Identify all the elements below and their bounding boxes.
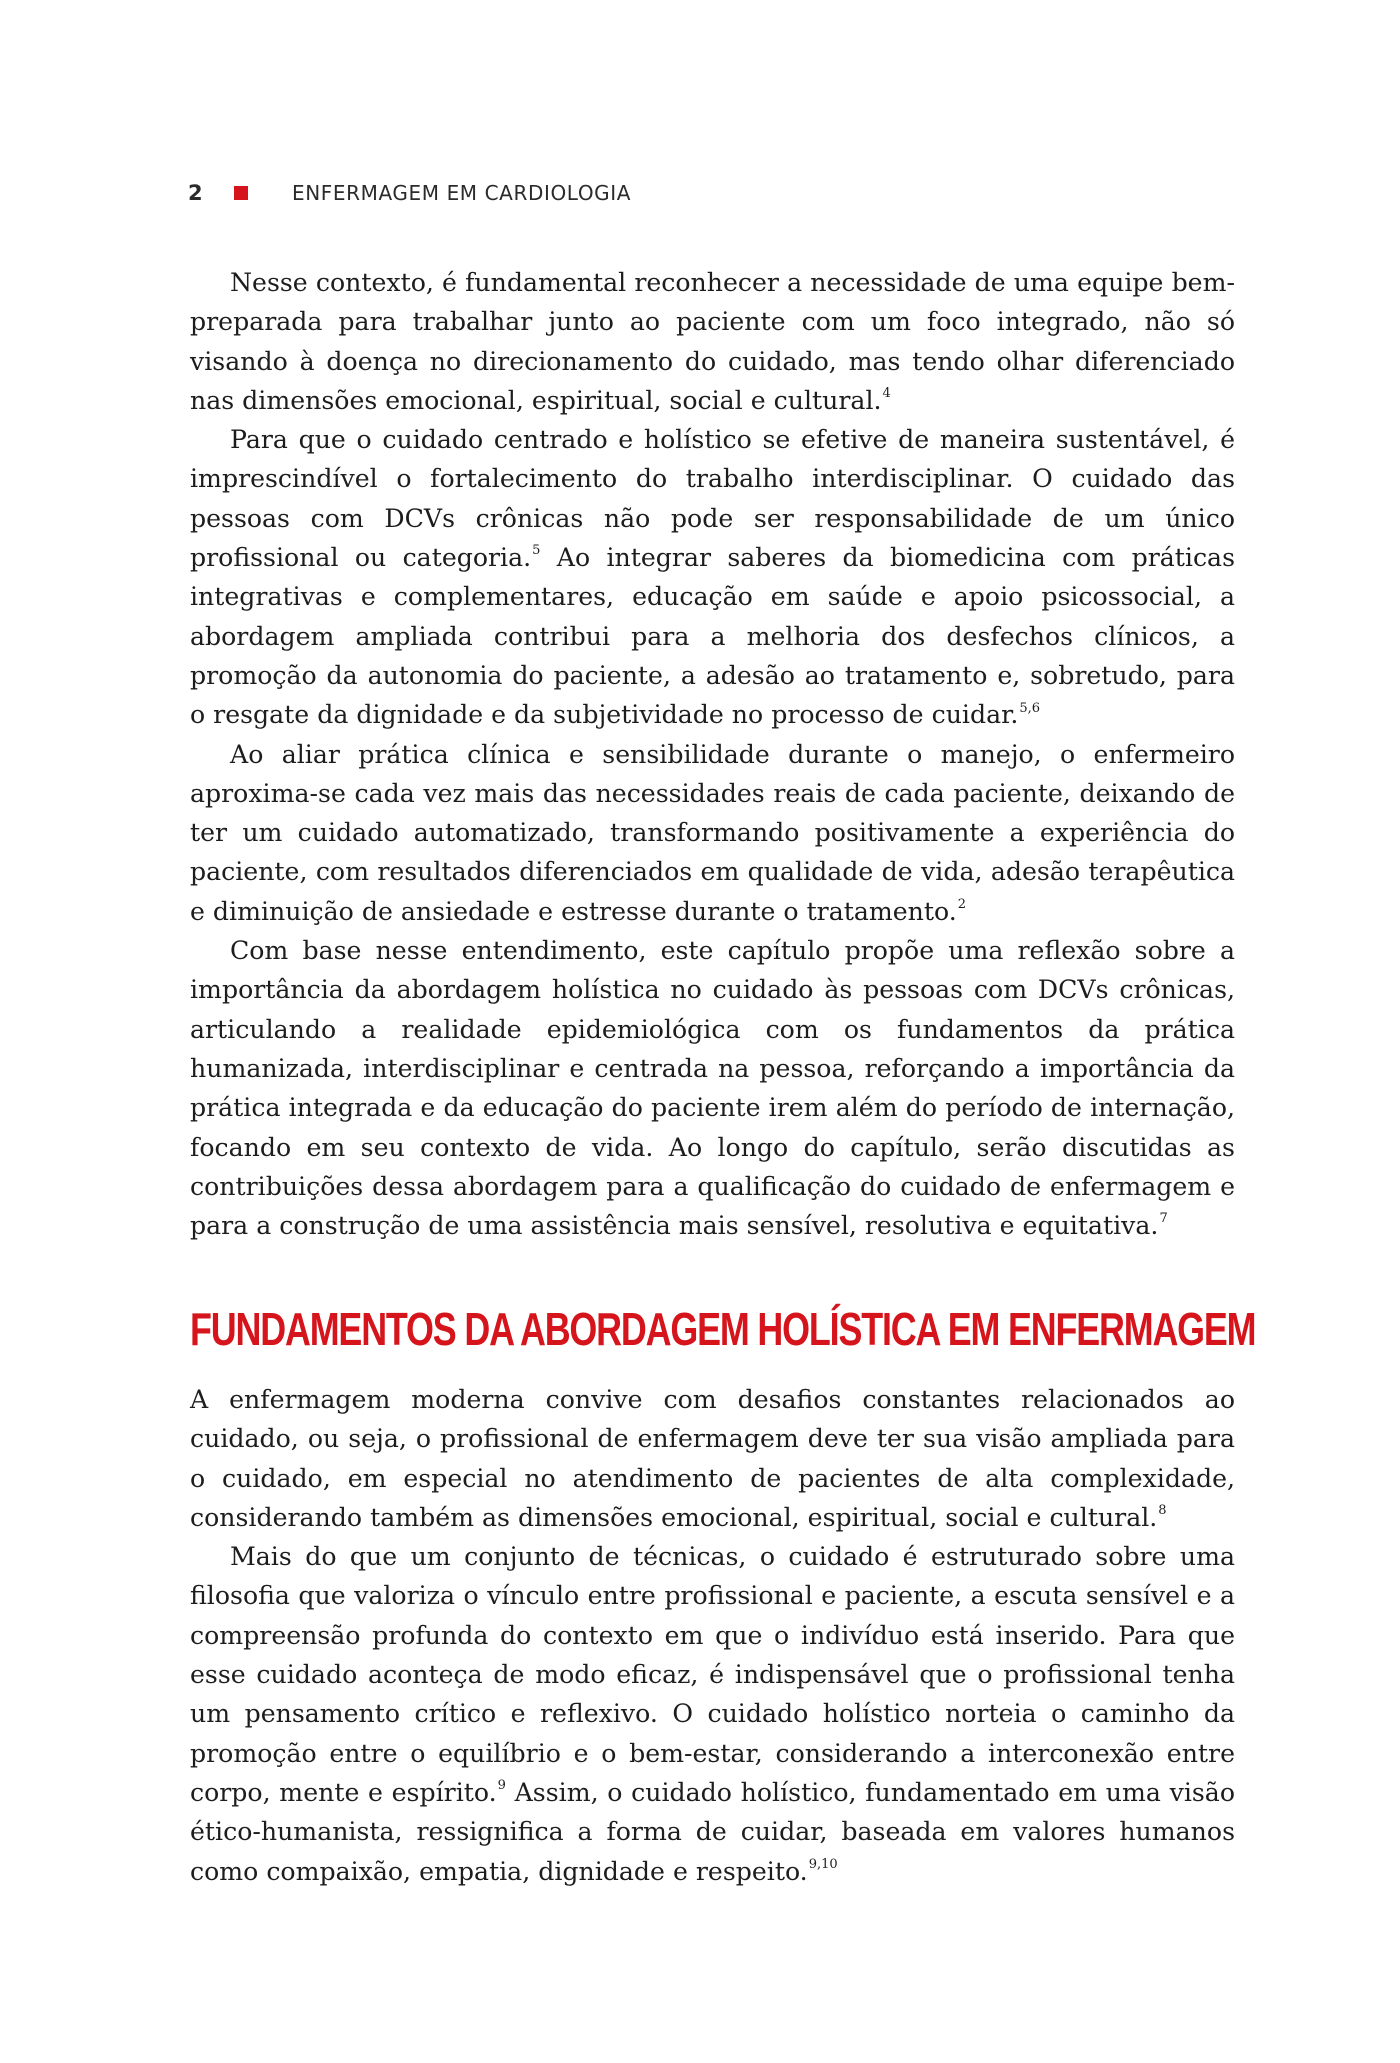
page-number: 2 — [188, 181, 203, 205]
reference-marker: 8 — [1158, 1503, 1167, 1519]
paragraph: Nesse contexto, é fundamental reconhecer a necessidade de uma equipe bem-preparada para trabalhar junto ao paciente com um foco integrado, não só visando à doença no direcionamento do cuidado, mas tendo olhar diferenciado nas dimensões emocional, espiritual, social e cultural.$^4$ — [190, 268, 1235, 415]
paragraph: A enfermagem moderna convive com desafios constantes relacionados ao cuidado, ou seja, o profissional de enfermagem deve ter sua visão ampliada para o cuidado, em especial no atendimento de pacientes de alta complexidade, considerando também as dimensões emocional, espiritual, social e cultural.$^8$ — [190, 1385, 1235, 1532]
section-1-body — [190, 263, 1235, 1245]
section-2-body — [190, 1380, 1235, 1891]
paragraph: Ao aliar prática clínica e sensibilidade durante o manejo, o enfermeiro aproxima-se cada vez mais das necessidades reais de cada paciente, deixando de ter um cuidado automatizado, transformando positivamente a experiência do paciente, com resultados diferenciados em qualidade de vida, adesão terapêutica e diminuição de ansiedade e estresse durante o tratamento.$^2$ — [190, 739, 1235, 926]
running-header-title: ENFERMAGEM EM CARDIOLOGIA — [292, 181, 632, 205]
paragraph: Mais do que um conjunto de técnicas, o cuidado é estruturado sobre uma filosofia que valoriza o vínculo entre profissional e paciente, a escuta sensível e a compreensão profunda do contexto em que o indivíduo está inserido. Para que esse cuidado aconteça de modo eficaz, é indispensável que o profissional tenha um pensamento crítico e reflexivo. O cuidado holístico norteia o caminho da promoção entre o equilíbrio e o bem-estar, considerando a interconexão entre corpo, mente e espírito.$^9$ Assim, o cuidado holístico, fundamentado em uma visão ético-humanista, ressignifica a forma de cuidar, baseada em valores humanos como compaixão, empatia, dignidade e respeito.$^{9,10}$ — [190, 1542, 1235, 1886]
reference-marker: 2 — [957, 897, 967, 913]
reference-marker: 4 — [882, 386, 891, 402]
reference-marker: 9 — [497, 1778, 506, 1794]
paragraph: Para que o cuidado centrado e holístico se efetive de maneira sustentável, é imprescindível o fortalecimento do trabalho interdisciplinar. O cuidado das pessoas com DCVs crônicas não pode ser responsabilidade de um único profissional ou categoria.$^5$ Ao integrar saberes da biomedicina com práticas integrativas e complementares, educação em saúde e apoio psicossocial, a abordagem ampliada contribui para a melhoria dos desfechos clínicos, a promoção da autonomia do paciente, a adesão ao tratamento e, sobretudo, para o resgate da dignidade e da subjetividade no processo de cuidar.$^{5,6}$ — [190, 425, 1235, 730]
reference-marker: 5 — [532, 543, 541, 559]
paragraph: Com base nesse entendimento, este capítulo propõe uma reflexão sobre a importância da abordagem holística no cuidado às pessoas com DCVs crônicas, articulando a realidade epidemiológica com os fundamentos da prática humanizada, interdisciplinar e centrada na pessoa, reforçando a importância da prática integrada e da educação do paciente irem além do período de internação, focando em seu contexto de vida. Ao longo do capítulo, serão discutidas as contribuições dessa abordagem para a qualificação do cuidado de enfermagem e para a construção de uma assistência mais sensível, resolutiva e equitativa.$^7$ — [190, 936, 1235, 1241]
running-header — [188, 178, 631, 208]
reference-marker: 9,10 — [808, 1856, 838, 1872]
red-square-marker — [234, 186, 248, 200]
reference-marker: 7 — [1159, 1211, 1168, 1227]
section-heading: FUNDAMENTOS DA ABORDAGEM HOLÍSTICA EM ENFERMAGEM — [190, 1303, 1256, 1355]
reference-marker: 5,6 — [1019, 700, 1041, 716]
